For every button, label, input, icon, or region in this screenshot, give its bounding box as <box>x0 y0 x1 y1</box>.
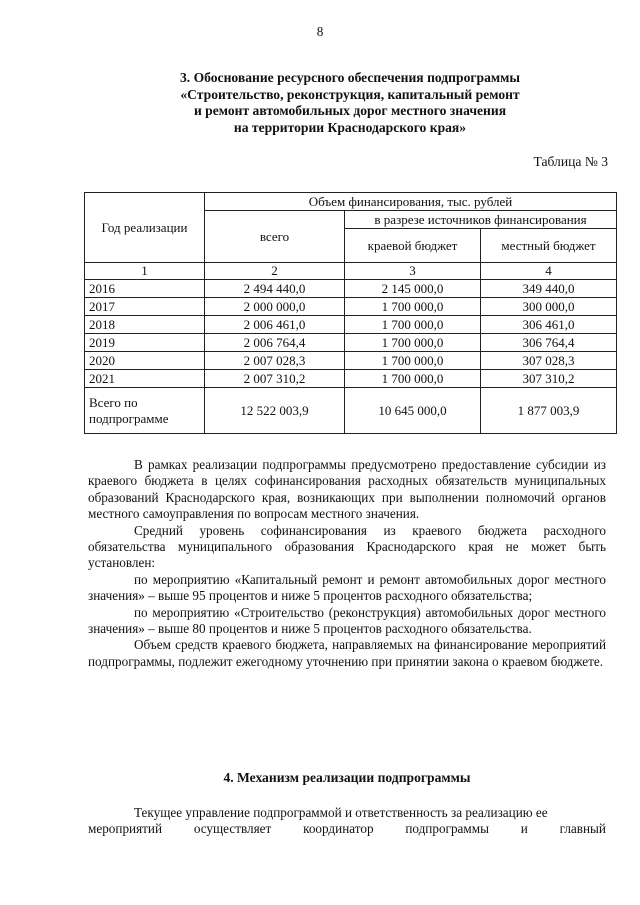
total-cell: 2 000 000,0 <box>205 298 345 316</box>
column-number: 1 <box>85 263 205 280</box>
header-local: местный бюджет <box>481 229 617 263</box>
heading-line: «Строительство, реконструкция, капитальный ремонт <box>180 86 520 102</box>
regional-cell: 1 700 000,0 <box>345 370 481 388</box>
regional-cell: 1 700 000,0 <box>345 298 481 316</box>
section-3-heading <box>90 70 610 136</box>
table-row <box>85 370 617 388</box>
table-row <box>85 334 617 352</box>
year-cell: 2018 <box>85 316 205 334</box>
section-4-text <box>88 805 606 838</box>
total-cell: 2 007 028,3 <box>205 352 345 370</box>
header-total: всего <box>205 211 345 263</box>
body-text <box>88 457 606 670</box>
paragraph: В рамках реализации подпрограммы предусмотрено предоставление субсидии из краевого бюджета в целях софинансирования расходных обязательств муниципальных образований Краснодарского края, возникающих при выполнении полномочий органов местного самоуправления по вопросам местного значения. <box>88 457 606 522</box>
regional-cell: 1 700 000,0 <box>345 334 481 352</box>
header-sources: в разрезе источников финансирования <box>345 211 617 229</box>
paragraph: по мероприятию «Строительство (реконструкция) автомобильных дорог местного значения» – выше 80 процентов и ниже 5 процентов расходного обязательства. <box>88 604 606 637</box>
table-row <box>85 316 617 334</box>
word: главный <box>559 821 606 837</box>
local-cell: 300 000,0 <box>481 298 617 316</box>
year-cell: 2021 <box>85 370 205 388</box>
table-caption: Таблица № 3 <box>533 154 608 169</box>
paragraph-last-line <box>88 821 606 837</box>
table-row <box>85 298 617 316</box>
funding-table <box>84 192 617 434</box>
word: координатор <box>303 821 374 837</box>
year-cell: 2016 <box>85 280 205 298</box>
total-cell: 2 007 310,2 <box>205 370 345 388</box>
header-funding: Объем финансирования, тыс. рублей <box>205 193 617 211</box>
table-row <box>85 352 617 370</box>
section-4-heading: 4. Механизм реализации подпрограммы <box>223 770 471 785</box>
heading-line: 3. Обоснование ресурсного обеспечения подпрограммы <box>179 70 521 85</box>
paragraph: Средний уровень софинансирования из краевого бюджета расходного обязательства муниципального образования Краснодарского края не может быть установлен: <box>88 522 606 571</box>
column-number: 3 <box>345 263 481 280</box>
header-year: Год реализации <box>85 193 205 263</box>
table-total-row <box>85 388 617 434</box>
heading-line: на территории Краснодарского края» <box>233 119 467 135</box>
local-cell: 307 310,2 <box>481 370 617 388</box>
local-cell: 306 461,0 <box>481 316 617 334</box>
paragraph: Текущее управление подпрограммой и ответственность за реализацию ее <box>134 805 548 820</box>
paragraph: Объем средств краевого бюджета, направляемых на финансирование мероприятий подпрограммы, подлежит ежегодному уточнению при принятии закона о краевом бюджете. <box>88 637 606 669</box>
total-cell: 2 494 440,0 <box>205 280 345 298</box>
total-row-regional: 10 645 000,0 <box>345 388 481 434</box>
year-cell: 2019 <box>85 334 205 352</box>
year-cell: 2020 <box>85 352 205 370</box>
paragraph: по мероприятию «Капитальный ремонт и ремонт автомобильных дорог местного значения» – выше 95 процентов и ниже 5 процентов расходного обязательства; <box>88 571 606 604</box>
column-number: 2 <box>205 263 345 280</box>
heading-line: и ремонт автомобильных дорог местного значения <box>193 103 507 119</box>
word: осуществляет <box>193 821 272 837</box>
total-cell: 2 006 461,0 <box>205 316 345 334</box>
local-cell: 307 028,3 <box>481 352 617 370</box>
regional-cell: 1 700 000,0 <box>345 352 481 370</box>
local-cell: 349 440,0 <box>481 280 617 298</box>
column-number: 4 <box>481 263 617 280</box>
table-row <box>85 280 617 298</box>
regional-cell: 1 700 000,0 <box>345 316 481 334</box>
word: мероприятий <box>88 821 163 837</box>
local-cell: 306 764,4 <box>481 334 617 352</box>
header-regional: краевой бюджет <box>345 229 481 263</box>
page-number: 8 <box>316 24 324 39</box>
total-row-total: 12 522 003,9 <box>205 388 345 434</box>
total-row-label: Всего по подпрограмме <box>85 388 205 434</box>
regional-cell: 2 145 000,0 <box>345 280 481 298</box>
year-cell: 2017 <box>85 298 205 316</box>
total-cell: 2 006 764,4 <box>205 334 345 352</box>
total-row-local: 1 877 003,9 <box>481 388 617 434</box>
word: подпрограммы <box>405 821 489 837</box>
word: и <box>520 821 528 837</box>
